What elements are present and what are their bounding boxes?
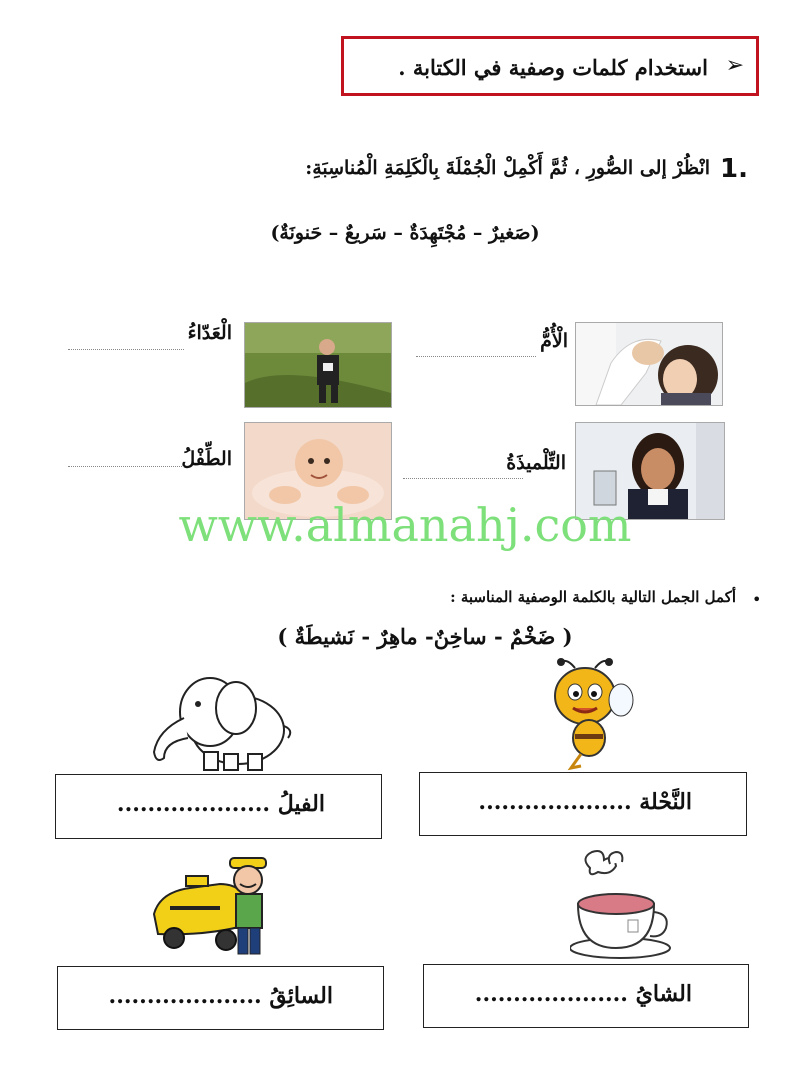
section-title-box [341, 36, 759, 96]
word-bank: (صَغيرٌ – مُجْتَهِدَةٌ – سَريعٌ – حَنونَةٌ) [270, 222, 540, 244]
taxi-driver-cartoon [150, 854, 280, 958]
question-instruction: انْظُرْ إلى الصُّورِ ، ثُمَّ أَكْمِلْ الْجُمْلَةَ بِالْكَلِمَةِ الْمُناسِبَةِ: [305, 157, 710, 179]
exercise-instruction: أكمل الجمل التالية بالكلمة الوصفية المناسبة : [450, 588, 736, 606]
driver-sentence: السائِقُ .................... [108, 983, 333, 1009]
elephant-answer-box[interactable] [55, 774, 382, 839]
baby-label: الطِّفْلُ [181, 448, 232, 470]
question-number: 1. [720, 154, 748, 184]
mother-label: الْأُمُّ [540, 330, 568, 352]
arrowhead-bullet-icon: ➢ [725, 53, 744, 78]
answer-blank[interactable] [68, 466, 184, 467]
tea-answer-box[interactable] [423, 964, 749, 1028]
answer-blank[interactable] [403, 478, 523, 479]
runner-photo [244, 322, 392, 408]
bee-answer-box[interactable] [419, 772, 747, 836]
student-label: التِّلْميذَةُ [506, 452, 566, 474]
bullet-icon: • [752, 590, 762, 609]
bee-cartoon [545, 656, 635, 772]
tea-sentence: الشايُ .................... [474, 981, 692, 1007]
driver-answer-box[interactable] [57, 966, 384, 1030]
tea-cup-cartoon [570, 848, 674, 960]
watermark: www.almanahj.com [178, 498, 632, 552]
elephant-sentence: الفيلُ .................... [116, 791, 325, 817]
bee-sentence: النَّحْلة .................... [478, 789, 692, 815]
mother-and-child-photo [575, 322, 723, 406]
elephant-cartoon [148, 672, 294, 772]
runner-label: الْعَدّاءُ [187, 322, 232, 344]
section-title: استخدام كلمات وصفية في الكتابة . [398, 55, 708, 80]
descriptive-word-bank: ( ضَخْمٌ - ساخِنٌ- ماهِرٌ - نَشيطَةٌ ) [277, 624, 573, 649]
answer-blank[interactable] [68, 349, 184, 350]
answer-blank[interactable] [416, 356, 536, 357]
